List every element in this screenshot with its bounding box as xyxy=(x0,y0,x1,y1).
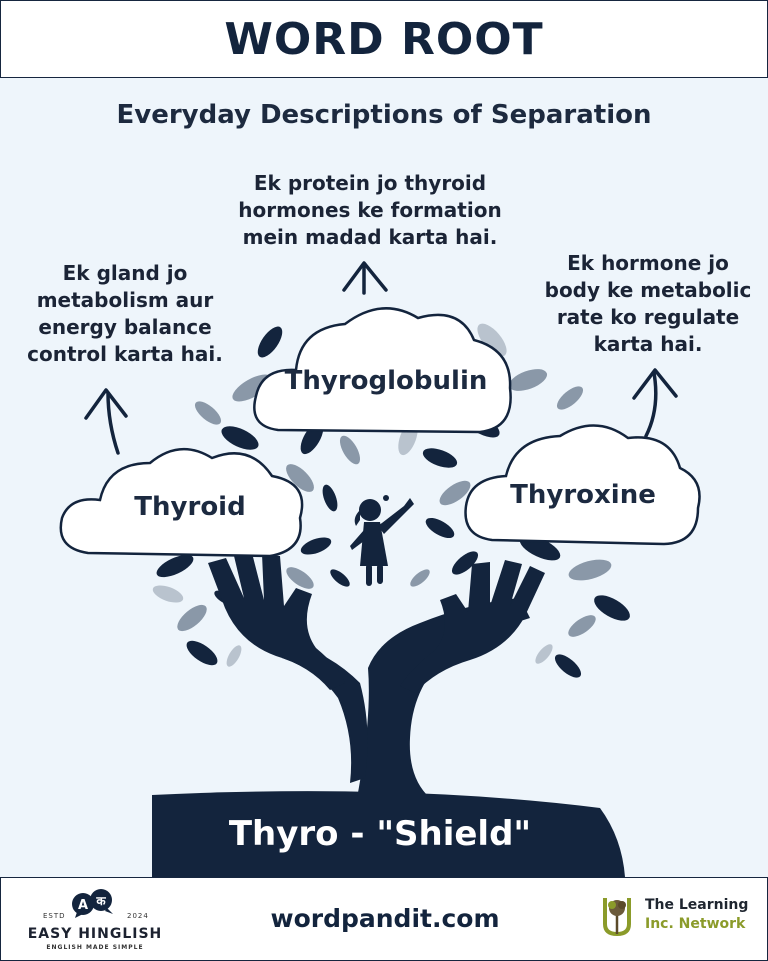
thyroxine-description: Ek hormone jo body ke metabolic rate ko regulate karta hai. xyxy=(544,251,752,356)
subtitle: Everyday Descriptions of Separation xyxy=(116,100,652,130)
thyroxine-label: Thyroxine xyxy=(510,480,656,510)
child-silhouette-icon xyxy=(350,495,414,586)
thyroid-description: Ek gland jo metabolism aur energy balance control karta hai. xyxy=(27,261,223,366)
easy-hinglish-tagline: ENGLISH MADE SIMPLE xyxy=(46,944,144,951)
page-title: WORD ROOT xyxy=(224,13,544,65)
root-word-label: Thyro - "Shield" xyxy=(228,814,532,854)
left-hand-icon xyxy=(208,553,345,690)
footer xyxy=(0,877,768,961)
estd-label: ESTD xyxy=(43,912,66,920)
tree-logo-icon xyxy=(599,894,641,938)
svg-text:A: A xyxy=(77,898,89,913)
website-link[interactable]: wordpandit.com xyxy=(270,904,500,933)
thyroid-label: Thyroid xyxy=(134,492,246,522)
learning-inc-line2: Inc. Network xyxy=(645,916,746,932)
title-banner xyxy=(0,0,768,78)
easy-hinglish-name: EASY HINGLISH xyxy=(27,926,163,942)
svg-text:क: क xyxy=(96,894,106,908)
thyroglobulin-description: Ek protein jo thyroid hormones ke formation mein madad karta hai. xyxy=(238,171,502,249)
thyroglobulin-label: Thyroglobulin xyxy=(284,366,488,396)
estd-year: 2024 xyxy=(127,912,149,920)
illustration-panel xyxy=(0,78,768,877)
learning-inc-logo xyxy=(599,894,759,944)
learning-inc-line1: The Learning xyxy=(645,897,749,913)
